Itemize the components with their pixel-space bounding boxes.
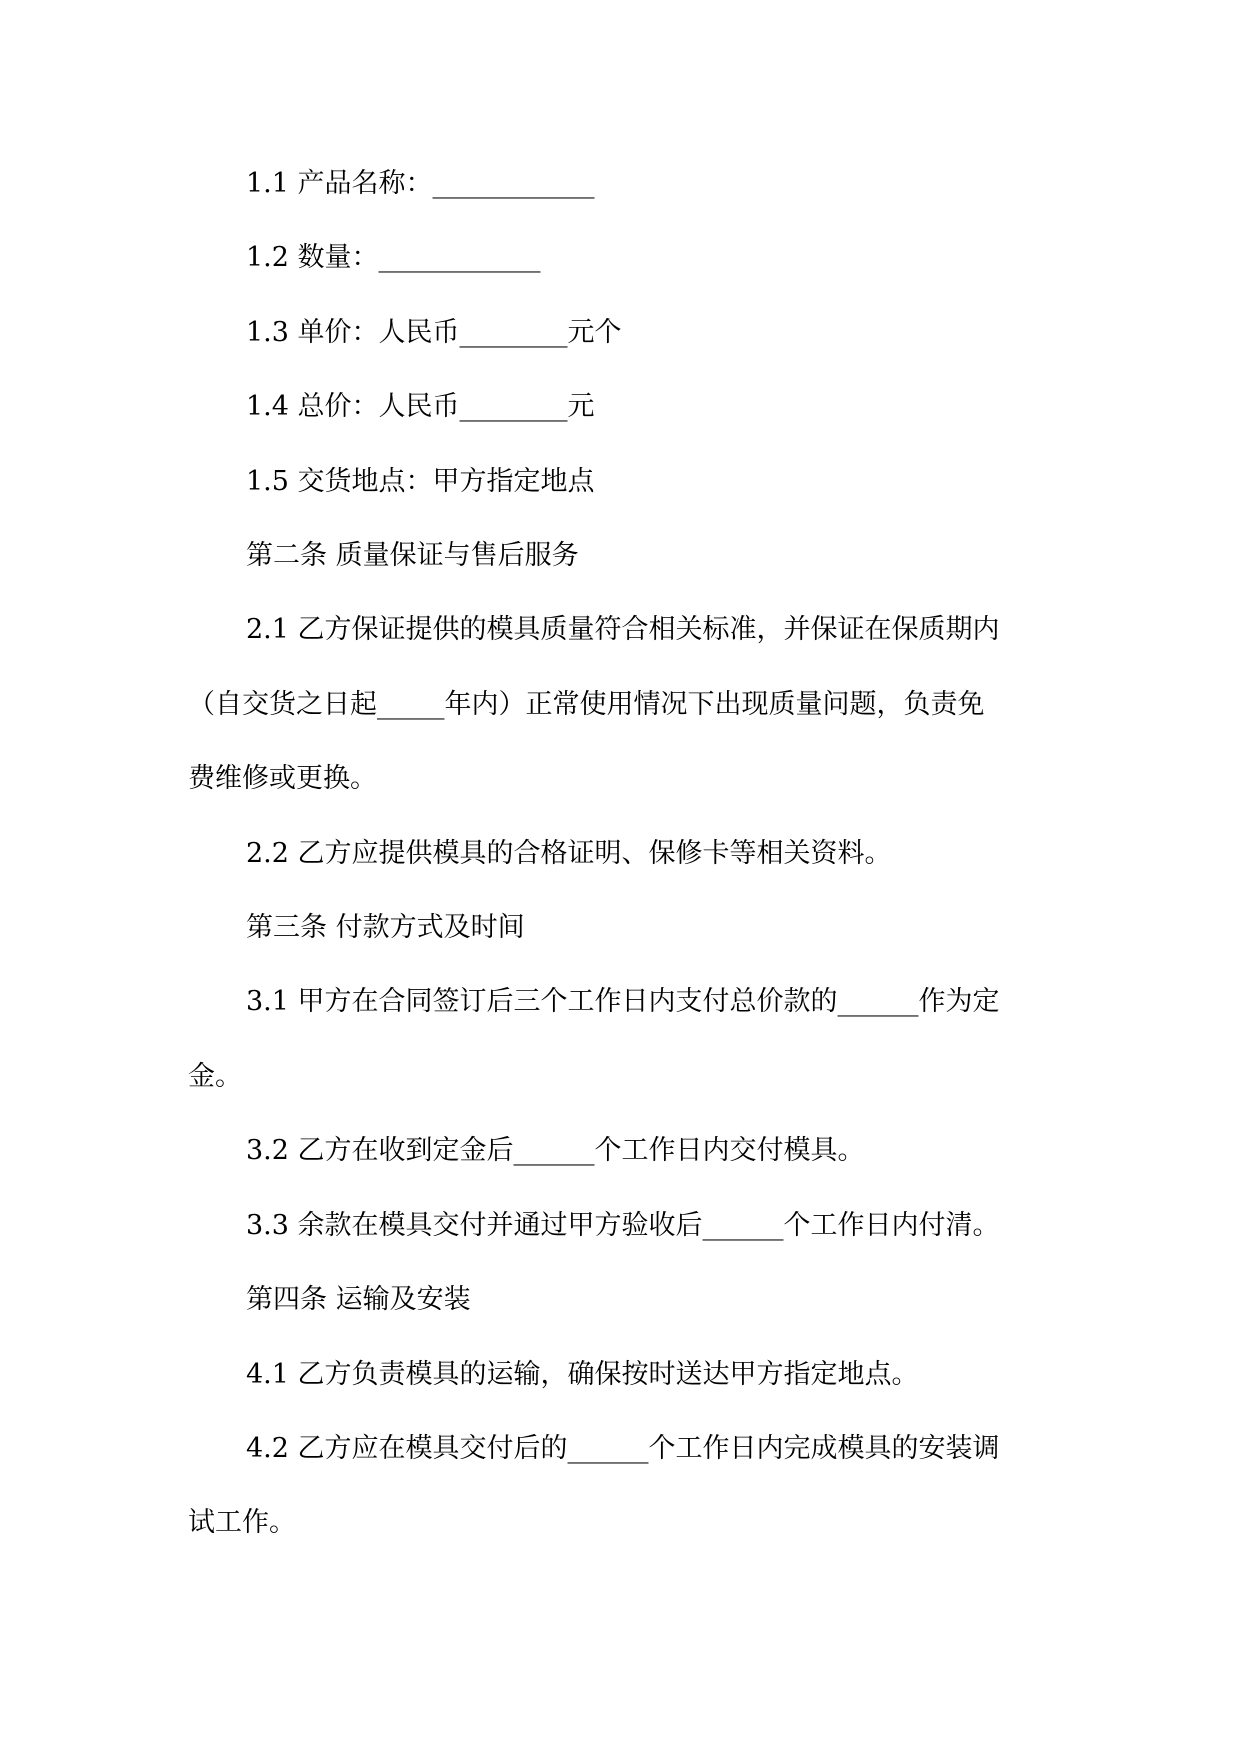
clause-1-4: 1.4 总价：人民币________元 [246,391,595,423]
clause-3-2: 3.2 乙方在收到定金后______个工作日内交付模具。 [246,1135,865,1167]
clause-1-2: 1.2 数量：____________ [246,242,541,274]
clause-1-5: 1.5 交货地点：甲方指定地点 [246,465,595,497]
clause-2-1-continued: （自交货之日起_____年内）正常使用情况下出现质量问题，负责免 [188,688,985,720]
clause-1-1: 1.1 产品名称：____________ [246,168,595,199]
clause-4-2-continued: 试工作。 [188,1507,296,1539]
clause-2-1: 2.1 乙方保证提供的模具质量符合相关标准，并保证在保质期内 [246,614,1000,646]
clause-2-1-continued-2: 费维修或更换。 [188,763,377,795]
article-3-heading: 第三条 付款方式及时间 [246,912,525,944]
article-4-heading: 第四条 运输及安装 [246,1284,471,1316]
clause-3-3: 3.3 余款在模具交付并通过甲方验收后______个工作日内付清。 [246,1209,1000,1241]
clause-4-2: 4.2 乙方应在模具交付后的______个工作日内完成模具的安装调 [246,1432,1000,1464]
clause-1-3: 1.3 单价：人民币________元个 [246,316,622,348]
document-body [188,147,1048,1561]
clause-3-1-continued: 金。 [188,1060,242,1092]
clause-3-1: 3.1 甲方在合同签订后三个工作日内支付总价款的______作为定 [246,986,1000,1018]
article-2-heading: 第二条 质量保证与售后服务 [246,540,579,572]
clause-4-1: 4.1 乙方负责模具的运输，确保按时送达甲方指定地点。 [246,1358,919,1390]
clause-2-2: 2.2 乙方应提供模具的合格证明、保修卡等相关资料。 [246,837,892,869]
